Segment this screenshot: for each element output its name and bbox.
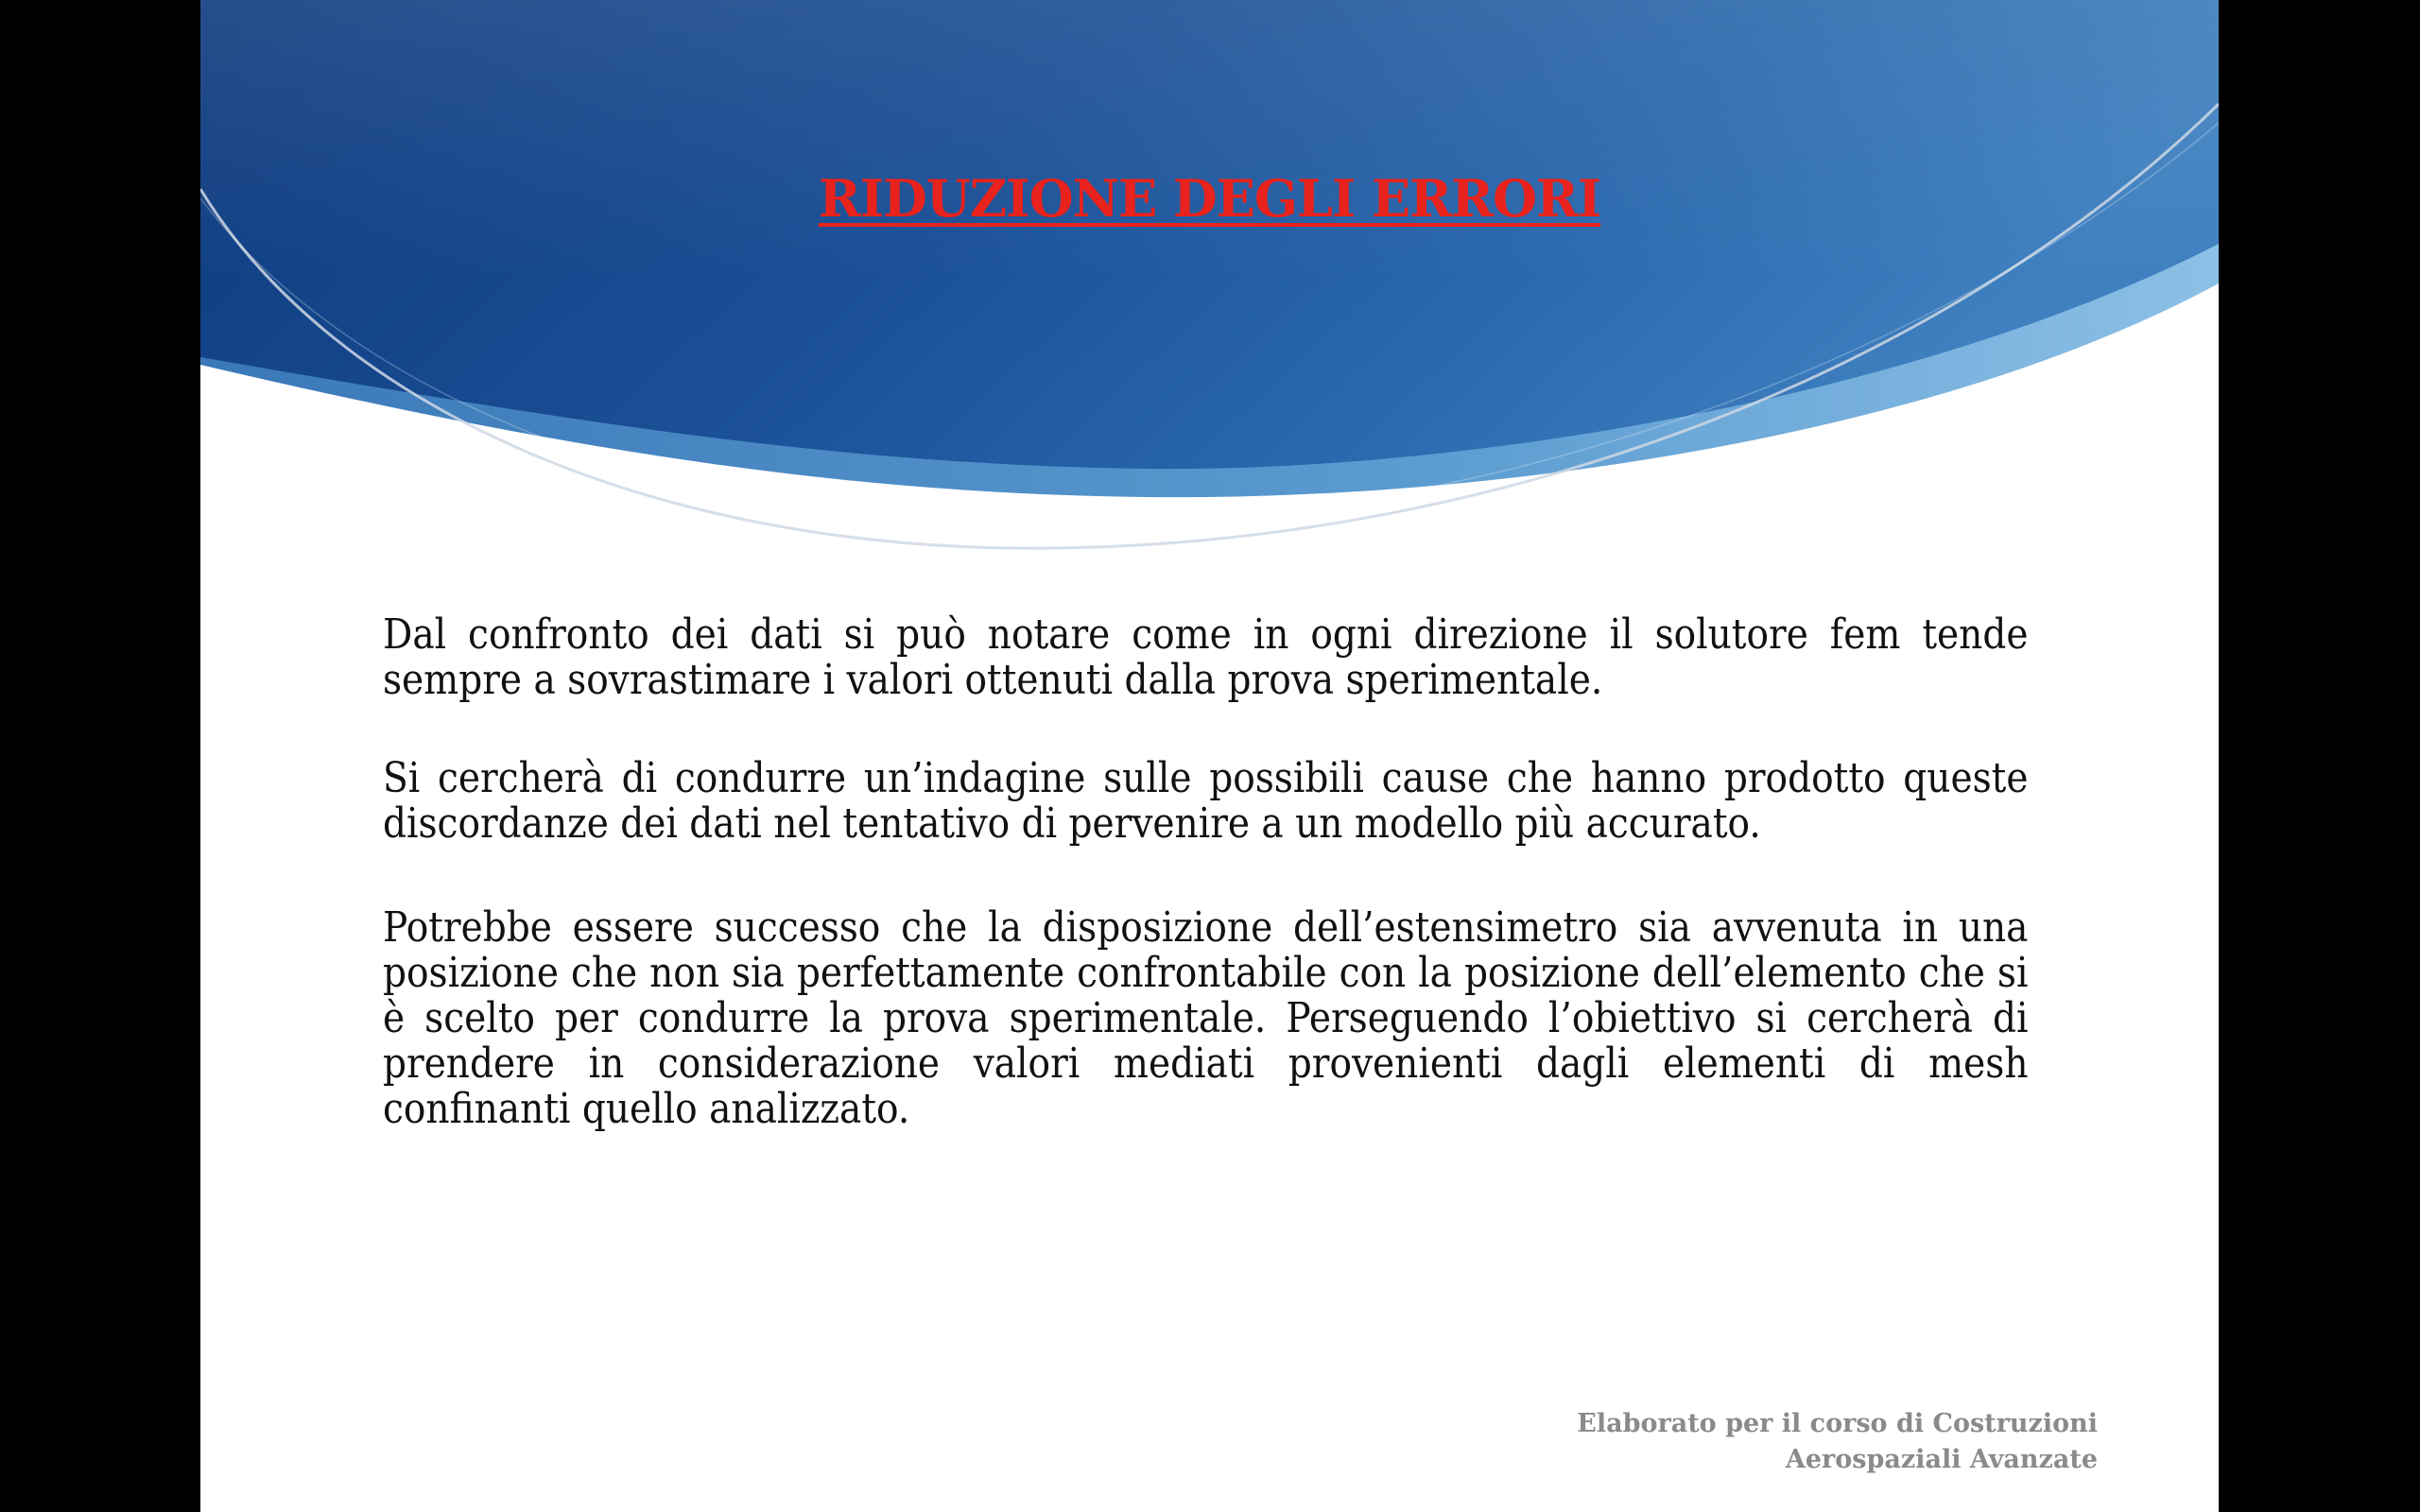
paragraph-2: Si cercherà di condurre un’indagine sulle possibili cause che hanno prodotto queste discordanze dei dati nel tentativo di pervenire a un modello più accurato. <box>383 754 2029 848</box>
header-wave-background <box>200 0 2219 567</box>
footer-line-1: Elaborato per il corso di Costruzioni <box>1577 1409 2098 1438</box>
paragraph-3: Potrebbe essere successo che la disposizione dell’estensimetro sia avvenuta in una posizione che non sia perfettamente confrontabile con la posizione dell’elemento che si è scelto per condurre la prova sperimentale. Perseguendo l’obiettivo si cercherà di prendere in considerazione valori mediati provenienti dagli elementi di mesh confinanti quello analizzato. <box>383 903 2029 1133</box>
slide-title: RIDUZIONE DEGLI ERRORI <box>818 168 1601 229</box>
footer-line-2: Aerospaziali Avanzate <box>1785 1445 2098 1474</box>
paragraph-1: Dal confronto dei dati si può notare come in ogni direzione il solutore fem tende sempre a sovrastimare i valori ottenuti dalla prova sperimentale. <box>383 610 2029 704</box>
slide <box>200 0 2219 1512</box>
slide-body <box>383 612 2028 1185</box>
slide-footer <box>1577 1406 2098 1478</box>
